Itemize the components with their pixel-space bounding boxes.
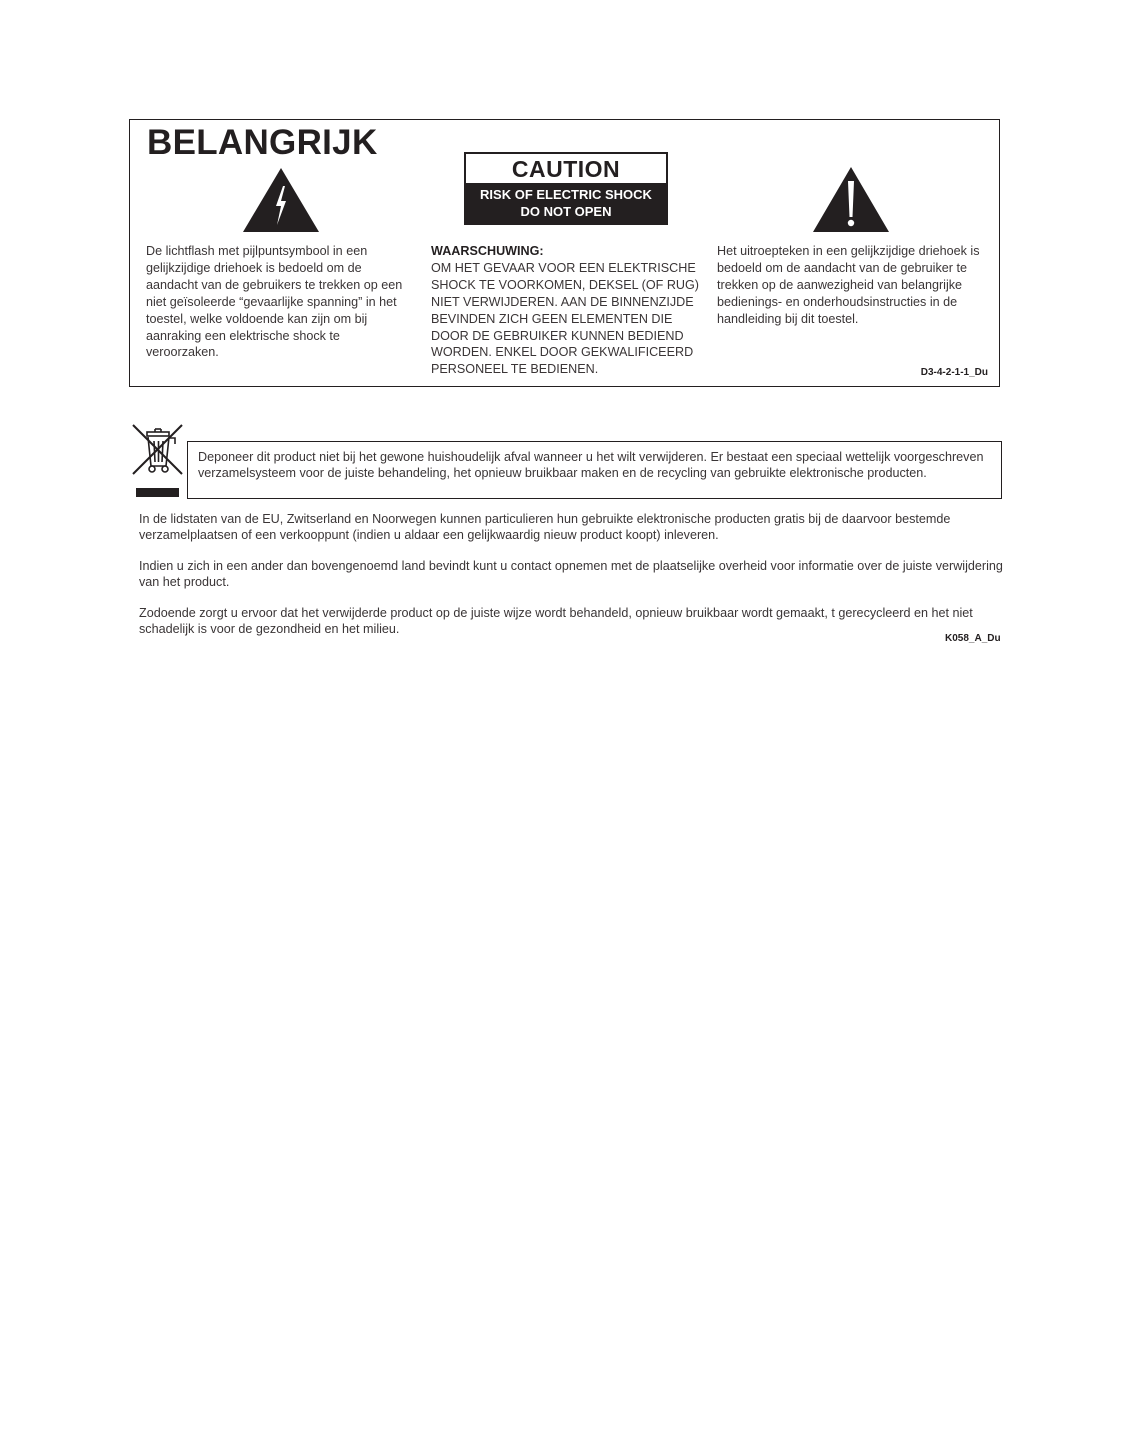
- warning-text: OM HET GEVAAR VOOR EEN ELEKTRISCHE SHOCK TE VOORKOMEN, DEKSEL (OF RUG) NIET VERWIJDEREN. AAN DE BINNENZIJDE BEVINDEN ZICH GEEN ELEMENTEN DIE DOOR DE GEBRUIKER KUNNEN BEDIEND WORDEN. ENKEL DOOR GEKWALIFICEERD PERSONEEL TE BEDIENEN.: [431, 260, 700, 377]
- caution-subtext: [466, 183, 666, 220]
- caution-line-2: DO NOT OPEN: [520, 204, 612, 219]
- disposal-document-code: K058_A_Du: [945, 633, 1001, 644]
- page-title: BELANGRIJK: [147, 123, 378, 162]
- disposal-paragraph-environment: Zodoende zorgt u ervoor dat het verwijderde product op de juiste wijze wordt behandeld, opnieuw bruikbaar wordt gemaakt, t gerecycleerd en het niet schadelijk is voor de gezondheid en het milieu.: [139, 606, 973, 636]
- crossed-out-wheelie-bin-icon: [130, 422, 186, 478]
- disposal-paragraph-eu: In de lidstaten van de EU, Zwitserland en Noorwegen kunnen particulieren hun gebruikte elektronische producten gratis bij de daarvoor bestemde verzamelplaatsen of een verkooppunt (indien u aldaar een gelijkwaardig nieuw product koopt) inleveren.: [139, 512, 951, 542]
- warning-heading: WAARSCHUWING:: [431, 244, 544, 258]
- exclamation-warning-icon: [813, 167, 889, 232]
- exclamation-symbol-explanation: Het uitroepteken in een gelijkzijdige driehoek is bedoeld om de aandacht van de gebruiker te trekken op de aanwezigheid van belangrijke bedienings- en onderhoudsinstructies in de handleiding bij dit toestel.: [717, 244, 980, 326]
- disposal-paragraph-other-country: Indien u zich in een ander dan bovengenoemd land bevindt kunt u contact opnemen met de plaatselijke overheid voor informatie over de juiste verwijdering van het product.: [139, 559, 1003, 589]
- caution-heading: CAUTION: [466, 154, 666, 183]
- bin-underline-bar: [136, 488, 179, 497]
- lightning-warning-icon: [243, 168, 319, 232]
- document-code: D3-4-2-1-1_Du: [920, 367, 988, 378]
- disposal-notice-box: Deponeer dit product niet bij het gewone huishoudelijk afval wanneer u het wilt verwijderen. Er bestaat een speciaal wettelijk voorgeschreven verzamelsysteem voor de juiste behandeling, het opnieuw bruikbaar maken en de recycling van gebruikte elektronische producten.: [187, 441, 1002, 499]
- lightning-symbol-explanation: De lichtflash met pijlpuntsymbool in een gelijkzijdige driehoek is bedoeld om de aandacht van de gebruikers te trekken op een niet geïsoleerde “gevaarlijke spanning” in het toestel, welke voldoende kan zijn om bij aanraking een elektrische shock te veroorzaken.: [146, 244, 403, 360]
- caution-label: [464, 152, 668, 225]
- warning-column: [431, 243, 701, 378]
- safety-warning-panel: [129, 119, 1000, 387]
- caution-line-1: RISK OF ELECTRIC SHOCK: [480, 187, 652, 202]
